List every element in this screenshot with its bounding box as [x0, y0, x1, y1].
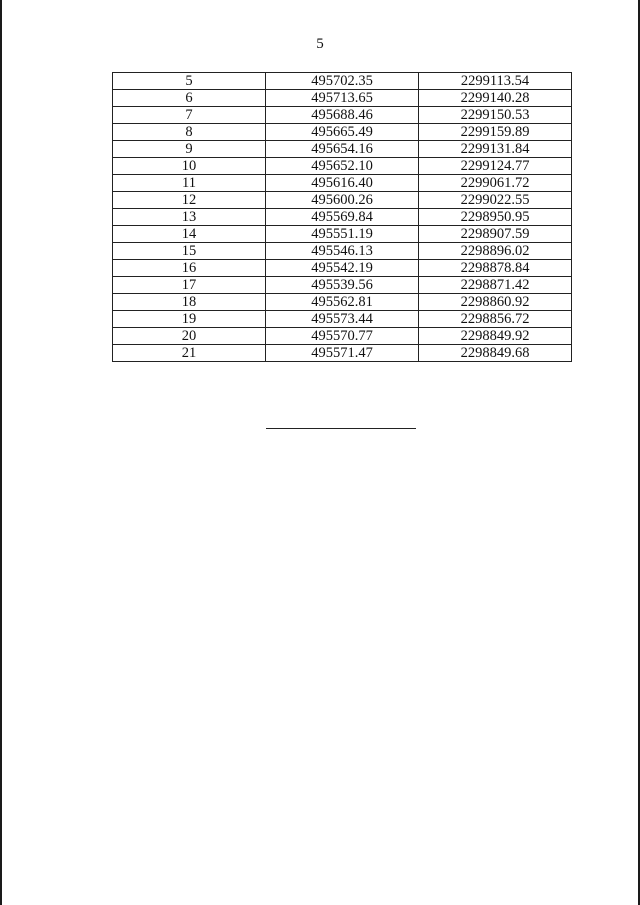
- x-coordinate-cell: 495688.46: [266, 107, 419, 124]
- table-row: [113, 311, 572, 328]
- table-row: [113, 260, 572, 277]
- point-number-cell: 7: [113, 107, 266, 124]
- x-coordinate-cell: 495571.47: [266, 345, 419, 362]
- y-coordinate-cell: 2298896.02: [419, 243, 572, 260]
- table-row: [113, 277, 572, 294]
- y-coordinate-cell: 2298849.68: [419, 345, 572, 362]
- y-coordinate-cell: 2298856.72: [419, 311, 572, 328]
- table-row: [113, 294, 572, 311]
- y-coordinate-cell: 2299140.28: [419, 90, 572, 107]
- y-coordinate-cell: 2299150.53: [419, 107, 572, 124]
- point-number-cell: 16: [113, 260, 266, 277]
- point-number-cell: 21: [113, 345, 266, 362]
- y-coordinate-cell: 2299131.84: [419, 141, 572, 158]
- y-coordinate-cell: 2299124.77: [419, 158, 572, 175]
- point-number-cell: 20: [113, 328, 266, 345]
- y-coordinate-cell: 2299061.72: [419, 175, 572, 192]
- x-coordinate-cell: 495562.81: [266, 294, 419, 311]
- x-coordinate-cell: 495702.35: [266, 73, 419, 90]
- x-coordinate-cell: 495573.44: [266, 311, 419, 328]
- x-coordinate-cell: 495652.10: [266, 158, 419, 175]
- table-row: [113, 107, 572, 124]
- table-row: [113, 192, 572, 209]
- point-number-cell: 14: [113, 226, 266, 243]
- scan-border-left: [0, 0, 2, 905]
- page-number: 5: [316, 36, 324, 52]
- y-coordinate-cell: 2298907.59: [419, 226, 572, 243]
- point-number-cell: 10: [113, 158, 266, 175]
- end-of-document-rule: [266, 428, 416, 429]
- table-row: [113, 124, 572, 141]
- point-number-cell: 12: [113, 192, 266, 209]
- y-coordinate-cell: 2299159.89: [419, 124, 572, 141]
- point-number-cell: 18: [113, 294, 266, 311]
- coordinates-table: [112, 72, 572, 362]
- table-row: [113, 90, 572, 107]
- x-coordinate-cell: 495654.16: [266, 141, 419, 158]
- x-coordinate-cell: 495616.40: [266, 175, 419, 192]
- table-row: [113, 141, 572, 158]
- point-number-cell: 13: [113, 209, 266, 226]
- x-coordinate-cell: 495665.49: [266, 124, 419, 141]
- point-number-cell: 15: [113, 243, 266, 260]
- table-row: [113, 73, 572, 90]
- point-number-cell: 8: [113, 124, 266, 141]
- table-row: [113, 345, 572, 362]
- x-coordinate-cell: 495551.19: [266, 226, 419, 243]
- y-coordinate-cell: 2298860.92: [419, 294, 572, 311]
- table-row: [113, 158, 572, 175]
- point-number-cell: 17: [113, 277, 266, 294]
- x-coordinate-cell: 495569.84: [266, 209, 419, 226]
- table-row: [113, 226, 572, 243]
- x-coordinate-cell: 495713.65: [266, 90, 419, 107]
- x-coordinate-cell: 495600.26: [266, 192, 419, 209]
- table-row: [113, 175, 572, 192]
- y-coordinate-cell: 2298878.84: [419, 260, 572, 277]
- point-number-cell: 11: [113, 175, 266, 192]
- y-coordinate-cell: 2298871.42: [419, 277, 572, 294]
- x-coordinate-cell: 495542.19: [266, 260, 419, 277]
- table-row: [113, 209, 572, 226]
- y-coordinate-cell: 2298950.95: [419, 209, 572, 226]
- point-number-cell: 6: [113, 90, 266, 107]
- table-row: [113, 243, 572, 260]
- y-coordinate-cell: 2299113.54: [419, 73, 572, 90]
- point-number-cell: 9: [113, 141, 266, 158]
- x-coordinate-cell: 495570.77: [266, 328, 419, 345]
- y-coordinate-cell: 2299022.55: [419, 192, 572, 209]
- y-coordinate-cell: 2298849.92: [419, 328, 572, 345]
- point-number-cell: 19: [113, 311, 266, 328]
- table-row: [113, 328, 572, 345]
- point-number-cell: 5: [113, 73, 266, 90]
- x-coordinate-cell: 495546.13: [266, 243, 419, 260]
- x-coordinate-cell: 495539.56: [266, 277, 419, 294]
- coordinates-table-body: [113, 73, 572, 362]
